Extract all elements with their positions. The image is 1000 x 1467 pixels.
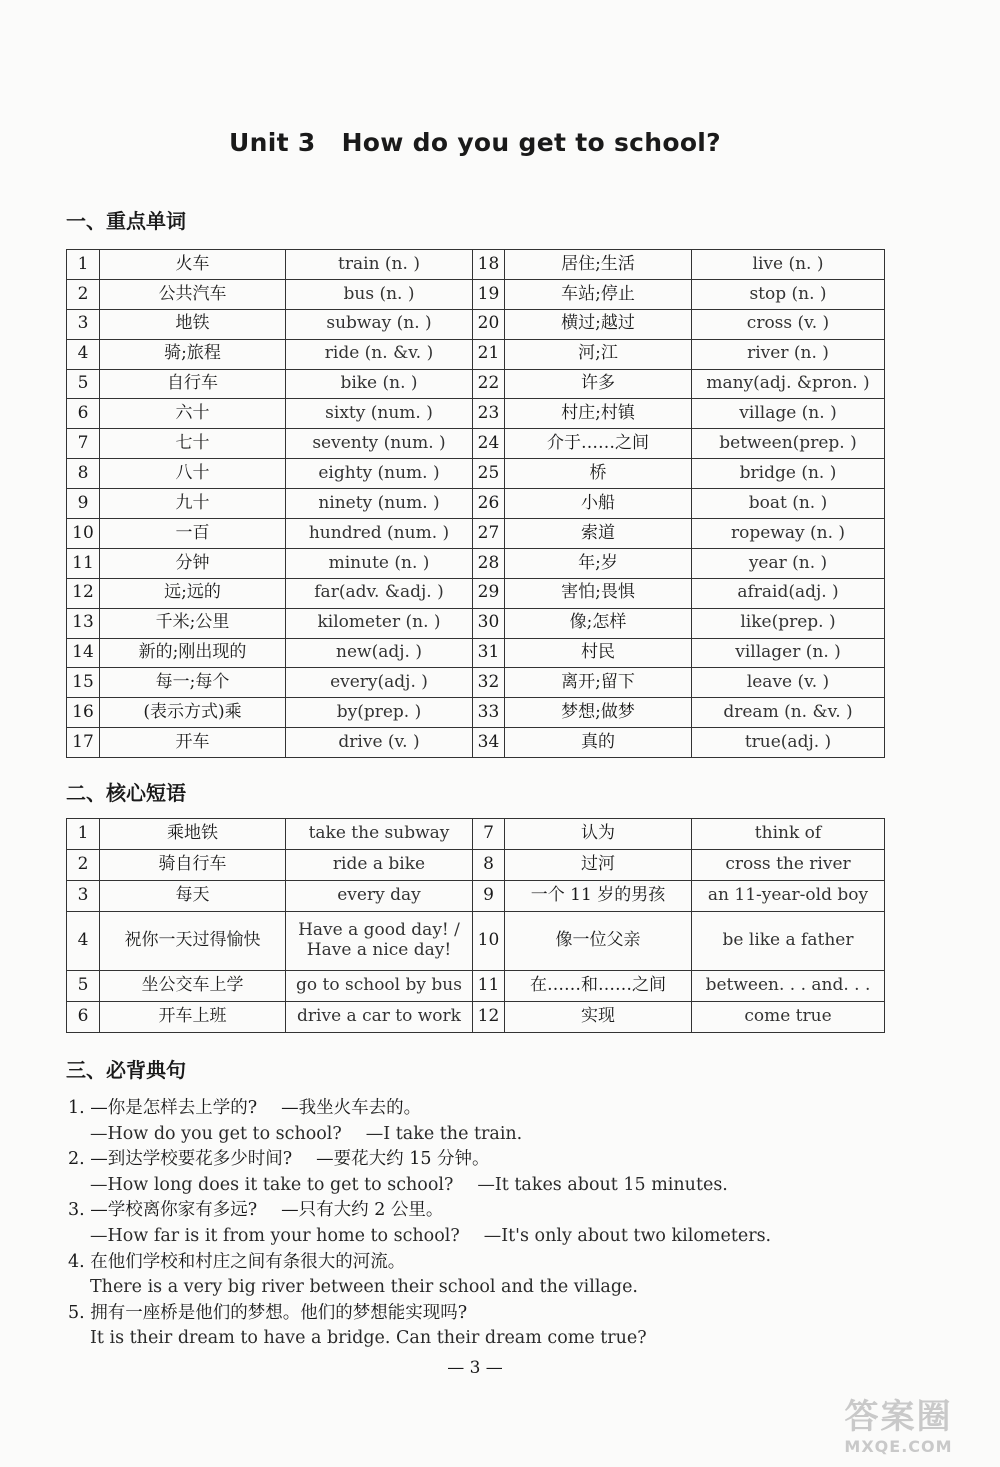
sentence-chinese-part: —只有大约 2 公里。 bbox=[281, 1200, 444, 1221]
sentence-english-part: —It's only about two kilometers. bbox=[483, 1225, 772, 1246]
word-english: between(prep. ) bbox=[692, 429, 885, 459]
phrase-number: 10 bbox=[473, 912, 505, 971]
table-row bbox=[67, 1002, 885, 1033]
word-chinese: 村庄;村镇 bbox=[505, 399, 692, 429]
word-english: kilometer (n. ) bbox=[286, 608, 473, 638]
phrase-english: come true bbox=[692, 1002, 885, 1033]
sentence-item bbox=[68, 1096, 948, 1147]
sentence-chinese bbox=[68, 1147, 948, 1173]
watermark-text: 答案圈 bbox=[844, 1397, 953, 1437]
phrase-number: 8 bbox=[473, 850, 505, 881]
phrase-chinese: 实现 bbox=[505, 1002, 692, 1033]
phrase-english bbox=[286, 819, 473, 850]
phrase-english: between. . . and. . . bbox=[692, 971, 885, 1002]
word-number: 34 bbox=[473, 728, 505, 758]
word-chinese: 索道 bbox=[505, 519, 692, 549]
word-chinese: 一百 bbox=[100, 519, 286, 549]
word-number: 9 bbox=[67, 489, 100, 519]
table-row bbox=[67, 668, 885, 698]
word-english: every(adj. ) bbox=[286, 668, 473, 698]
word-english: bike (n. ) bbox=[286, 369, 473, 399]
word-number: 30 bbox=[473, 608, 505, 638]
word-english: minute (n. ) bbox=[286, 548, 473, 578]
word-number: 18 bbox=[473, 250, 505, 280]
phrases-table bbox=[66, 818, 885, 1033]
phrase-chinese: 祝你一天过得愉快 bbox=[100, 912, 286, 971]
words-table bbox=[66, 249, 885, 758]
phrase-english bbox=[286, 912, 473, 971]
word-number: 23 bbox=[473, 399, 505, 429]
word-english: many(adj. &pron. ) bbox=[692, 369, 885, 399]
word-number: 8 bbox=[67, 459, 100, 489]
word-chinese: 火车 bbox=[100, 250, 286, 280]
word-number: 25 bbox=[473, 459, 505, 489]
phrase-chinese: 在……和……之间 bbox=[505, 971, 692, 1002]
phrase-english: think of bbox=[692, 819, 885, 850]
sentence-item bbox=[68, 1198, 948, 1249]
word-english: new(adj. ) bbox=[286, 638, 473, 668]
word-english: leave (v. ) bbox=[692, 668, 885, 698]
sentence-english-part: There is a very big river between their school and the village. bbox=[90, 1277, 638, 1298]
word-chinese: 每一;每个 bbox=[100, 668, 286, 698]
page-number: — 3 — bbox=[447, 1358, 503, 1378]
phrase-english-line: every day bbox=[337, 885, 421, 906]
phrase-chinese: 过河 bbox=[505, 850, 692, 881]
word-english: seventy (num. ) bbox=[286, 429, 473, 459]
sentence-item bbox=[68, 1301, 948, 1352]
word-english: by(prep. ) bbox=[286, 698, 473, 728]
table-row bbox=[67, 971, 885, 1002]
word-number: 29 bbox=[473, 578, 505, 608]
table-row bbox=[67, 578, 885, 608]
sentence-chinese bbox=[68, 1096, 948, 1122]
word-english: bridge (n. ) bbox=[692, 459, 885, 489]
page-title bbox=[0, 128, 950, 157]
table-row bbox=[67, 548, 885, 578]
word-number: 32 bbox=[473, 668, 505, 698]
word-english: year (n. ) bbox=[692, 548, 885, 578]
word-english: stop (n. ) bbox=[692, 279, 885, 309]
word-chinese: 介于……之间 bbox=[505, 429, 692, 459]
sentence-item bbox=[68, 1147, 948, 1198]
word-number: 14 bbox=[67, 638, 100, 668]
phrase-chinese: 像一位父亲 bbox=[505, 912, 692, 971]
word-number: 16 bbox=[67, 698, 100, 728]
word-chinese: 桥 bbox=[505, 459, 692, 489]
word-english: villager (n. ) bbox=[692, 638, 885, 668]
sentence-english-part: —It takes about 15 minutes. bbox=[477, 1174, 728, 1195]
sentence-english bbox=[68, 1122, 948, 1148]
table-row bbox=[67, 339, 885, 369]
word-number: 5 bbox=[67, 369, 100, 399]
word-chinese: 村民 bbox=[505, 638, 692, 668]
word-chinese: 自行车 bbox=[100, 369, 286, 399]
word-english: bus (n. ) bbox=[286, 279, 473, 309]
word-english: live (n. ) bbox=[692, 250, 885, 280]
table-row bbox=[67, 309, 885, 339]
word-english: far(adv. &adj. ) bbox=[286, 578, 473, 608]
word-number: 19 bbox=[473, 279, 505, 309]
sentence-chinese-part: 3. —学校离你家有多远? bbox=[68, 1200, 258, 1221]
word-chinese: 年;岁 bbox=[505, 548, 692, 578]
word-number: 3 bbox=[67, 309, 100, 339]
word-english: subway (n. ) bbox=[286, 309, 473, 339]
phrase-chinese: 每天 bbox=[100, 881, 286, 912]
word-chinese: 离开;留下 bbox=[505, 668, 692, 698]
table-row bbox=[67, 912, 885, 971]
phrase-chinese: 骑自行车 bbox=[100, 850, 286, 881]
word-english: ninety (num. ) bbox=[286, 489, 473, 519]
phrase-chinese: 坐公交车上学 bbox=[100, 971, 286, 1002]
phrase-english bbox=[286, 850, 473, 881]
unit-title: How do you get to school? bbox=[341, 128, 721, 157]
word-chinese: 横过;越过 bbox=[505, 309, 692, 339]
table-row bbox=[67, 881, 885, 912]
word-english: like(prep. ) bbox=[692, 608, 885, 638]
word-english: ride (n. &v. ) bbox=[286, 339, 473, 369]
phrase-chinese: 一个 11 岁的男孩 bbox=[505, 881, 692, 912]
phrase-number: 9 bbox=[473, 881, 505, 912]
phrase-english bbox=[286, 1002, 473, 1033]
word-number: 28 bbox=[473, 548, 505, 578]
sentence-chinese-part: 1. —你是怎样去上学的? bbox=[68, 1098, 258, 1118]
word-english: ropeway (n. ) bbox=[692, 519, 885, 549]
phrase-number: 4 bbox=[67, 912, 100, 971]
section-phrases-heading: 二、核心短语 bbox=[66, 781, 186, 805]
watermark-logo bbox=[821, 1397, 976, 1459]
phrase-number: 12 bbox=[473, 1002, 505, 1033]
word-number: 7 bbox=[67, 429, 100, 459]
sentence-chinese bbox=[68, 1198, 948, 1224]
word-chinese: 河;江 bbox=[505, 339, 692, 369]
word-english: afraid(adj. ) bbox=[692, 578, 885, 608]
word-number: 13 bbox=[67, 608, 100, 638]
word-chinese: 像;怎样 bbox=[505, 608, 692, 638]
word-chinese: 真的 bbox=[505, 728, 692, 758]
word-chinese: 千米;公里 bbox=[100, 608, 286, 638]
phrase-english: an 11-year-old boy bbox=[692, 881, 885, 912]
word-chinese: 开车 bbox=[100, 728, 286, 758]
word-number: 12 bbox=[67, 578, 100, 608]
sentence-chinese-part: —我坐火车去的。 bbox=[281, 1098, 422, 1118]
sentence-english bbox=[68, 1224, 948, 1250]
word-chinese: 地铁 bbox=[100, 309, 286, 339]
sentence-chinese bbox=[68, 1250, 948, 1276]
phrase-english bbox=[286, 881, 473, 912]
phrase-english-line: ride a bike bbox=[332, 854, 426, 875]
table-row bbox=[67, 399, 885, 429]
sentence-english bbox=[68, 1275, 948, 1301]
sentence-english-part: It is their dream to have a bridge. Can their dream come true? bbox=[90, 1328, 647, 1349]
section-words-heading: 一、重点单词 bbox=[66, 209, 186, 233]
word-chinese: 分钟 bbox=[100, 548, 286, 578]
sentence-english-part: —How long does it take to get to school? bbox=[90, 1174, 454, 1195]
phrase-chinese: 认为 bbox=[505, 819, 692, 850]
word-english: drive (v. ) bbox=[286, 728, 473, 758]
phrase-english-line: take the subway bbox=[308, 823, 450, 844]
word-chinese: 新的;刚出现的 bbox=[100, 638, 286, 668]
phrase-chinese: 开车上班 bbox=[100, 1002, 286, 1033]
word-number: 33 bbox=[473, 698, 505, 728]
unit-label: Unit 3 bbox=[229, 128, 316, 157]
word-number: 17 bbox=[67, 728, 100, 758]
table-row bbox=[67, 819, 885, 850]
word-number: 22 bbox=[473, 369, 505, 399]
sentence-chinese-part: 5. 拥有一座桥是他们的梦想。他们的梦想能实现吗? bbox=[68, 1302, 468, 1323]
sentence-english-part: —How do you get to school? bbox=[90, 1123, 342, 1144]
word-english: cross (v. ) bbox=[692, 309, 885, 339]
word-chinese: 梦想;做梦 bbox=[505, 698, 692, 728]
phrase-number: 6 bbox=[67, 1002, 100, 1033]
word-english: river (n. ) bbox=[692, 339, 885, 369]
word-number: 20 bbox=[473, 309, 505, 339]
phrase-number: 11 bbox=[473, 971, 505, 1002]
word-english: train (n. ) bbox=[286, 250, 473, 280]
word-chinese: 许多 bbox=[505, 369, 692, 399]
phrase-number: 7 bbox=[473, 819, 505, 850]
table-row bbox=[67, 489, 885, 519]
word-number: 24 bbox=[473, 429, 505, 459]
word-english: sixty (num. ) bbox=[286, 399, 473, 429]
phrase-english bbox=[286, 971, 473, 1002]
word-english: true(adj. ) bbox=[692, 728, 885, 758]
sentence-english bbox=[68, 1173, 948, 1199]
table-row bbox=[67, 429, 885, 459]
phrase-number: 3 bbox=[67, 881, 100, 912]
word-number: 10 bbox=[67, 519, 100, 549]
word-chinese: 远;远的 bbox=[100, 578, 286, 608]
word-chinese: 七十 bbox=[100, 429, 286, 459]
word-number: 1 bbox=[67, 250, 100, 280]
table-row bbox=[67, 698, 885, 728]
word-english: eighty (num. ) bbox=[286, 459, 473, 489]
phrase-english-line: Have a good day! / bbox=[298, 920, 460, 941]
word-chinese: 骑;旅程 bbox=[100, 339, 286, 369]
word-number: 4 bbox=[67, 339, 100, 369]
word-number: 31 bbox=[473, 638, 505, 668]
word-number: 11 bbox=[67, 548, 100, 578]
table-row bbox=[67, 850, 885, 881]
phrase-english: cross the river bbox=[692, 850, 885, 881]
word-number: 27 bbox=[473, 519, 505, 549]
phrase-number: 5 bbox=[67, 971, 100, 1002]
word-chinese: 六十 bbox=[100, 399, 286, 429]
phrase-english-line: go to school by bus bbox=[296, 975, 462, 996]
word-chinese: 小船 bbox=[505, 489, 692, 519]
word-chinese: 害怕;畏惧 bbox=[505, 578, 692, 608]
word-chinese: 公共汽车 bbox=[100, 279, 286, 309]
sentence-english-part: —How far is it from your home to school? bbox=[90, 1225, 460, 1246]
phrase-english-line: Have a nice day! bbox=[306, 940, 452, 960]
phrase-chinese: 乘地铁 bbox=[100, 819, 286, 850]
table-row bbox=[67, 459, 885, 489]
sentence-chinese-part: —要花大约 15 分钟。 bbox=[316, 1149, 490, 1170]
phrase-english-line: drive a car to work bbox=[297, 1006, 461, 1027]
word-chinese: 九十 bbox=[100, 489, 286, 519]
watermark-url: MXQE.COM bbox=[844, 1437, 953, 1456]
table-row bbox=[67, 638, 885, 668]
table-row bbox=[67, 728, 885, 758]
table-row bbox=[67, 369, 885, 399]
table-row bbox=[67, 608, 885, 638]
phrase-number: 1 bbox=[67, 819, 100, 850]
section-sentences-heading: 三、必背典句 bbox=[66, 1058, 186, 1082]
word-english: village (n. ) bbox=[692, 399, 885, 429]
word-number: 21 bbox=[473, 339, 505, 369]
word-chinese: 车站;停止 bbox=[505, 279, 692, 309]
sentence-chinese-part: 4. 在他们学校和村庄之间有条很大的河流。 bbox=[68, 1251, 406, 1272]
sentences-list bbox=[68, 1096, 948, 1352]
sentence-english bbox=[68, 1326, 948, 1352]
word-number: 2 bbox=[67, 279, 100, 309]
word-chinese: (表示方式)乘 bbox=[100, 698, 286, 728]
word-chinese: 居住;生活 bbox=[505, 250, 692, 280]
sentence-item bbox=[68, 1250, 948, 1301]
sentence-chinese-part: 2. —到达学校要花多少时间? bbox=[68, 1149, 293, 1170]
phrase-english: be like a father bbox=[692, 912, 885, 971]
sentence-chinese bbox=[68, 1301, 948, 1327]
word-english: dream (n. &v. ) bbox=[692, 698, 885, 728]
word-english: boat (n. ) bbox=[692, 489, 885, 519]
table-row bbox=[67, 279, 885, 309]
word-english: hundred (num. ) bbox=[286, 519, 473, 549]
table-row bbox=[67, 519, 885, 549]
table-row bbox=[67, 250, 885, 280]
word-chinese: 八十 bbox=[100, 459, 286, 489]
phrase-number: 2 bbox=[67, 850, 100, 881]
word-number: 15 bbox=[67, 668, 100, 698]
word-number: 6 bbox=[67, 399, 100, 429]
word-number: 26 bbox=[473, 489, 505, 519]
sentence-english-part: —I take the train. bbox=[365, 1123, 523, 1144]
